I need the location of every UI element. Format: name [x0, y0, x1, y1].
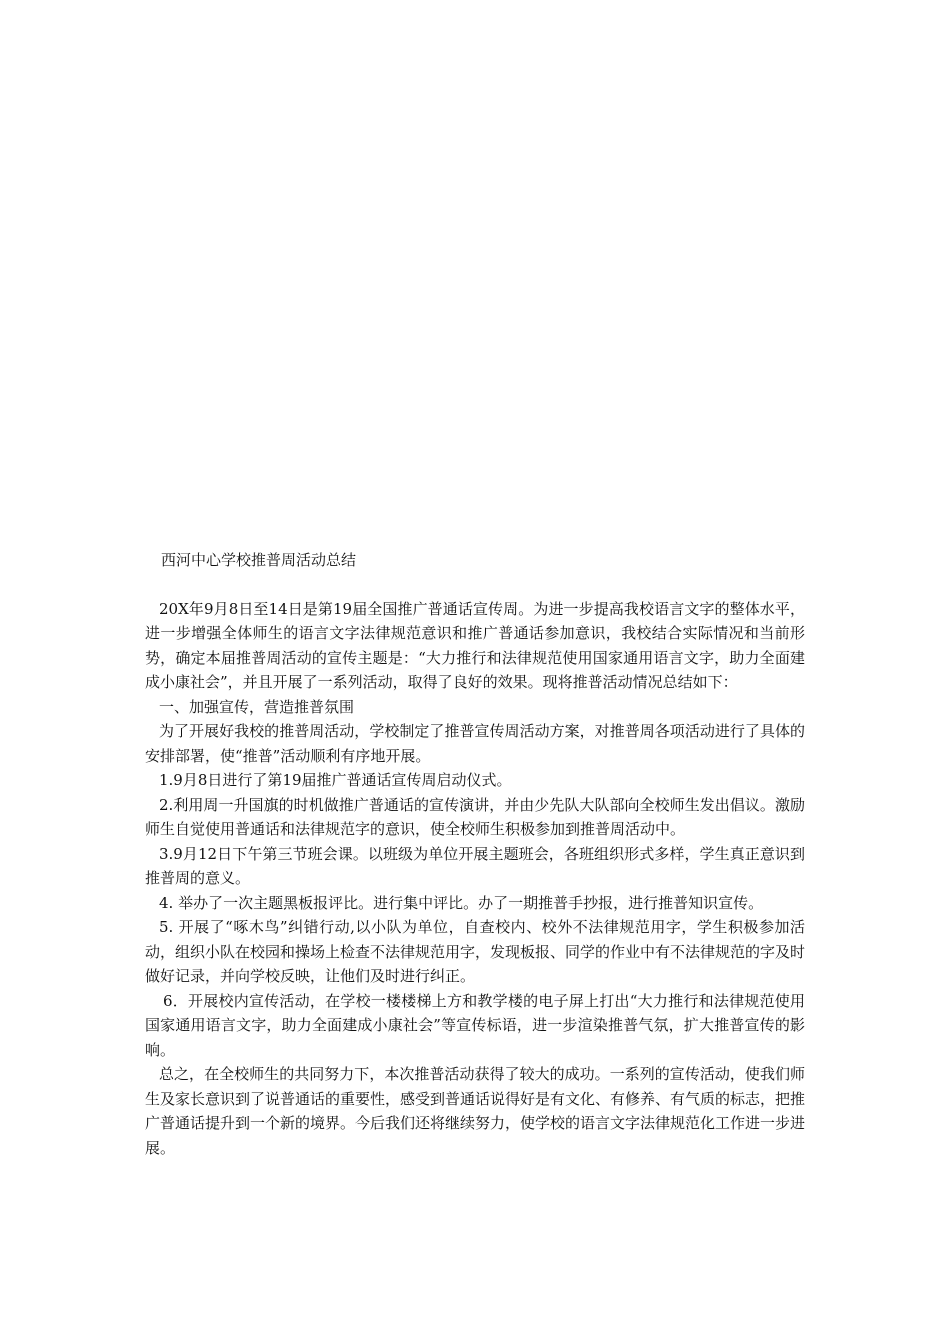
- document-body: [145, 548, 805, 1160]
- list-item-6: 6．开展校内宣传活动，在学校一楼楼梯上方和教学楼的电子屏上打出“大力推行和法律规范使用国家通用语言文字，助力全面建成小康社会”等宣传标语，进一步渲染推普气氛，扩大推普宣传的影响。: [145, 991, 805, 1059]
- intro-paragraph: 20X年9月8日至14日是第19届全国推广普通话宣传周。为进一步提高我校语言文字的整体水平，进一步增强全体师生的语言文字法律规范意识和推广普通话参加意识，我校结合实际情况和当前形势，确定本届推普周活动的宣传主题是：“大力推行和法律规范使用国家通用语言文字，助力全面建成小康社会”，并且开展了一系列活动，取得了良好的效果。现将推普活动情况总结如下：: [145, 599, 805, 691]
- list-item-2: 2.利用周一升国旗的时机做推广普通话的宣传演讲，并由少先队大队部向全校师生发出倡议。激励师生自觉使用普通话和法律规范字的意识，使全校师生积极参加到推普周活动中。: [145, 795, 805, 838]
- list-item-5: 5. 开展了“啄木鸟”纠错行动,以小队为单位，自查校内、校外不法律规范用字，学生积极参加活动，组织小队在校园和操场上检查不法律规范用字，发现板报、同学的作业中有不法律规范的字及时做好记录，并向学校反映，让他们及时进行纠正。: [145, 918, 806, 985]
- list-item-1: 1.9月8日进行了第19届推广普通话宣传周启动仪式。: [159, 771, 512, 789]
- list-item-4: 4. 举办了一次主题黑板报评比。进行集中评比。办了一期推普手抄报，进行推普知识宣传。: [159, 893, 764, 912]
- document-title: 西河中心学校推普周活动总结: [161, 551, 357, 569]
- conclusion-paragraph: 总之，在全校师生的共同努力下，本次推普活动获得了较大的成功。一系列的宣传活动，使我们师生及家长意识到了说普通话的重要性，感受到普通话说得好是有文化、有修养、有气质的标志，把推广普通话提升到一个新的境界。今后我们还将继续努力，使学校的语言文字法律规范化工作进一步进展。: [145, 1065, 806, 1157]
- section-intro-paragraph: 为了开展好我校的推普周活动，学校制定了推普宣传周活动方案，对推普周各项活动进行了具体的安排部署，使“推普”活动顺利有序地开展。: [145, 722, 805, 765]
- list-item-3: 3.9月12日下午第三节班会课。以班级为单位开展主题班会，各班组织形式多样，学生真正意识到推普周的意义。: [145, 844, 805, 887]
- section-heading: 一、加强宣传，营造推普氛围: [159, 697, 355, 716]
